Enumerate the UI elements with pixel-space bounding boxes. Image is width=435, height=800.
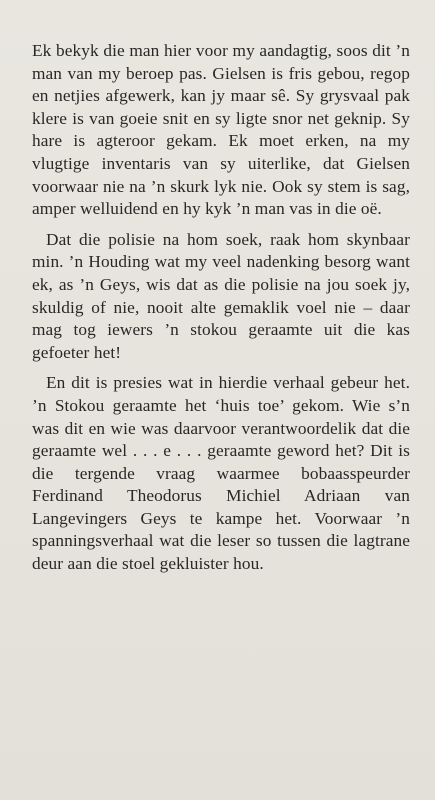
paragraph-3: En dit is presies wat in hierdie verhaal gebeur het. ’n Stokou geraamte het ‘huis toe’ gekom. Wie s’n was dit en wie was daarvoor verantwoordelik dat die geraamte wel . . . e . . . geraamte geword het? Dit is die tergende vraag waarmee bobaasspeurder Ferdinand Theodorus Michiel Adriaan van Langevingers Geys te kampe het. Voorwaar ’n spanningsverhaal wat die leser so tussen die lagtrane deur aan die stoel gekluister hou.: [32, 373, 410, 574]
blurb-text: [32, 40, 410, 576]
paragraph-1: Ek bekyk die man hier voor my aandagtig, soos dit ’n man van my beroep pas. Gielsen is fris gebou, regop en netjies afgewerk, kan jy maar sê. Sy grysvaal pak klere is van goeie snit en sy ligte snor net geknip. Sy hare is agteroor gekam. Ek moet erken, na my vlugtige inventaris van sy uiterlike, dat Gielsen voorwaar nie na ’n skurk lyk nie. Ook sy stem is sag, amper welluidend en hy kyk ’n man vas in die oë.: [32, 41, 410, 219]
paragraph-2: Dat die polisie na hom soek, raak hom skynbaar min. ’n Houding wat my veel nadenking besorg want ek, as ’n Geys, wis dat as die polisie na jou soek jy, skuldig of nie, nooit alte gemaklik voel nie – daar mag tog iewers ’n stokou geraamte uit die kas gefoeter het!: [32, 229, 410, 362]
